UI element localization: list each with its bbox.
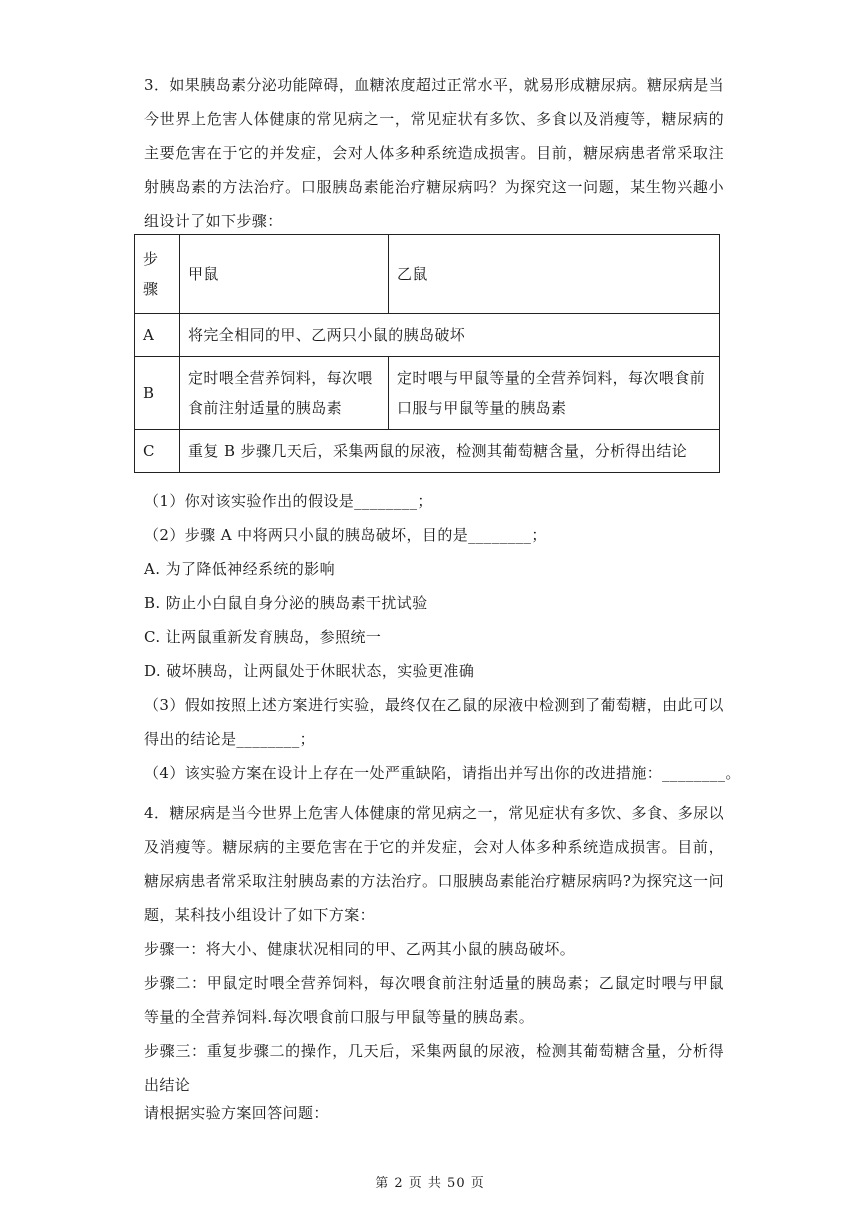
experiment-table — [134, 234, 720, 473]
table-row-step: A — [135, 314, 180, 357]
table-row — [135, 314, 720, 357]
table-row — [135, 430, 720, 473]
sub-question-3-line-1: （3）假如按照上述方案进行实验，最终仅在乙鼠的尿液中检测到了葡萄糖，由此可以 — [144, 696, 724, 714]
question-4-intro: 4．糖尿病是当今世界上危害人体健康的常见病之一，常见症状有多饮、多食、多尿以及消瘦等。糖尿病的主要危害在于它的并发症，会对人体多种系统造成损害。目前，糖尿病患者常采取注射胰岛素的方法治疗。口服胰岛素能治疗糖尿病吗?为探究这一问题，某科技小组设计了如下方案： — [144, 804, 724, 924]
table-row-merged-cell: 将完全相同的甲、乙两只小鼠的胰岛破坏 — [180, 314, 720, 357]
question-3-intro: 3．如果胰岛素分泌功能障碍，血糖浓度超过正常水平，就易形成糖尿病。糖尿病是当今世界上危害人体健康的常见病之一，常见症状有多饮、多食以及消瘦等，糖尿病的主要危害在于它的并发症，会对人体多种系统造成损害。目前，糖尿病患者常采取注射胰岛素的方法治疗。口服胰岛素能治疗糖尿病吗？为探究这一问题，某生物兴趣小组设计了如下步骤： — [144, 76, 724, 230]
table-cell-mouse-b: 定时喂与甲鼠等量的全营养饲料，每次喂食前口服与甲鼠等量的胰岛素 — [389, 357, 720, 430]
sub-question-1: （1）你对该实验作出的假设是________； — [144, 492, 433, 510]
question-4-step-2: 步骤二：甲鼠定时喂全营养饲料，每次喂食前注射适量的胰岛素；乙鼠定时喂与甲鼠等量的全营养饲料.每次喂食前口服与甲鼠等量的胰岛素。 — [144, 974, 724, 1026]
question-4-step-1: 步骤一：将大小、健康状况相同的甲、乙两其小鼠的胰岛破坏。 — [144, 940, 576, 958]
option-d: D. 破坏胰岛，让两鼠处于休眠状态，实验更准确 — [144, 662, 475, 680]
question-4-prompt: 请根据实验方案回答问题： — [144, 1104, 329, 1122]
table-cell-mouse-a: 定时喂全营养饲料，每次喂食前注射适量的胰岛素 — [180, 357, 389, 430]
sub-question-2: （2）步骤 A 中将两只小鼠的胰岛破坏，目的是________； — [144, 526, 547, 544]
table-header-step: 步骤 — [135, 235, 180, 314]
table-row-step: B — [135, 357, 180, 430]
question-4-step-3: 步骤三：重复步骤二的操作，几天后，采集两鼠的尿液，检测其葡萄糖含量，分析得出结论 — [144, 1042, 724, 1094]
option-c: C. 让两鼠重新发育胰岛，参照统一 — [144, 628, 382, 646]
option-b: B. 防止小白鼠自身分泌的胰岛素干扰试验 — [144, 594, 428, 612]
sub-question-4: （4）该实验方案在设计上存在一处严重缺陷，请指出并写出你的改进措施：________。 — [144, 764, 741, 782]
page-footer: 第 2 页 共 50 页 — [375, 1176, 485, 1191]
table-header-mouse-a: 甲鼠 — [180, 235, 389, 314]
sub-question-3-line-2: 得出的结论是________； — [144, 730, 316, 748]
table-row-merged-cell: 重复 B 步骤几天后，采集两鼠的尿液，检测其葡萄糖含量，分析得出结论 — [180, 430, 720, 473]
option-a: A. 为了降低神经系统的影响 — [144, 560, 335, 578]
table-header-row — [135, 235, 720, 314]
table-row — [135, 357, 720, 430]
table-row-step: C — [135, 430, 180, 473]
table-header-mouse-b: 乙鼠 — [389, 235, 720, 314]
